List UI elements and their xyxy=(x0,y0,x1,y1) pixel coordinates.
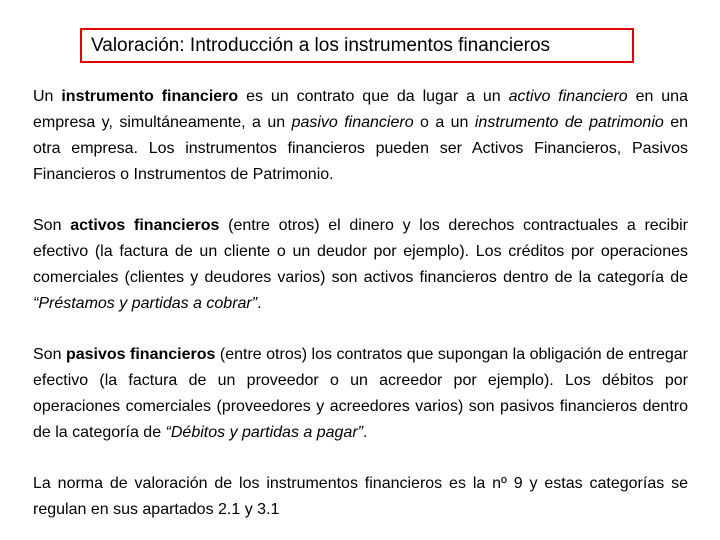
bold-term: instrumento financiero xyxy=(61,88,239,105)
slide-title: Valoración: Introducción a los instrumentos financieros xyxy=(91,34,551,56)
text-segment: La norma de valoración de los instrumentos financieros es la nº 9 y estas categorías se regulan en sus apartados 2.1 y 3.1 xyxy=(33,475,688,518)
text-segment: es un contrato que da lugar a un xyxy=(238,88,509,105)
text-segment: (entre otros) el dinero y los derechos contractuales a recibir efectivo (la factura de un cliente o un deudor por ejemplo). Los créditos por operaciones comerciales (clientes y deudores varios) son activos financieros dentro de la categoría de xyxy=(33,217,688,286)
paragraph-activos-financieros xyxy=(33,213,688,317)
bold-term: pasivos financieros xyxy=(65,346,216,363)
text-segment: Son xyxy=(33,346,66,363)
text-segment: . xyxy=(362,424,368,441)
text-segment: (entre otros) los contratos que supongan la obligación de entregar efectivo (la factura de un proveedor o un acreedor por ejemplo). Los débitos por operaciones comerciales (proveedores y acreedores varios) son pasivos financieros dentro de la categoría de xyxy=(33,346,689,441)
text-segment: en otra empresa. Los instrumentos financieros pueden ser Activos Financieros, Pasivos Financieros o Instrumentos de Patrimonio. xyxy=(33,114,688,183)
italic-term: instrumento de patrimonio xyxy=(474,114,664,131)
slide-body xyxy=(33,84,688,523)
text-segment: Un xyxy=(33,88,62,105)
italic-term: pasivo financiero xyxy=(291,114,414,131)
italic-term: “Préstamos y partidas a cobrar” xyxy=(33,295,258,312)
text-segment: en una empresa y, simultáneamente, a un xyxy=(33,88,688,131)
italic-term: activo financiero xyxy=(508,88,628,105)
paragraph-pasivos-financieros xyxy=(33,342,688,446)
bold-term: activos financieros xyxy=(70,217,220,234)
paragraph-definition xyxy=(33,84,688,188)
slide-title-box xyxy=(80,28,634,63)
text-segment: . xyxy=(257,295,262,312)
text-segment: Son xyxy=(33,217,71,234)
text-segment: o a un xyxy=(413,114,475,131)
italic-term: “Débitos y partidas a pagar” xyxy=(165,424,363,441)
paragraph-norma-valoracion xyxy=(33,471,688,523)
